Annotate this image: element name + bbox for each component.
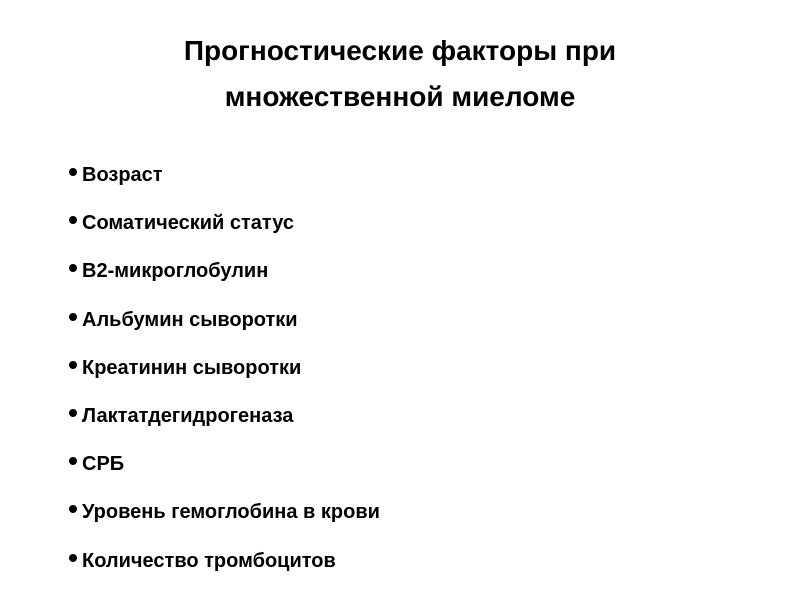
bullet-dot-icon [69, 313, 77, 321]
bullet-dot-icon [69, 554, 77, 562]
title-line-2: множественной миеломе [224, 81, 576, 112]
list-item-text: Альбумин сыворотки [82, 308, 298, 331]
slide-title [0, 28, 800, 120]
title-line-1: Прогностические факторы при [183, 35, 617, 66]
bullet-dot-icon [69, 168, 77, 176]
list-item-text: Креатинин сыворотки [82, 356, 302, 379]
bullet-dot-icon [69, 409, 77, 417]
list-item-text: Количество тромбоцитов [82, 549, 336, 572]
list-item-text: СРБ [82, 453, 125, 476]
list-item-text: Возраст [82, 164, 163, 186]
bullet-dot-icon [69, 264, 77, 272]
bullet-dot-icon [69, 505, 77, 513]
list-item-text: Соматический статус [82, 212, 294, 235]
bullet-dot-icon [69, 361, 77, 369]
bullet-dot-icon [69, 216, 77, 224]
list-item-text: Уровень гемоглобина в крови [82, 501, 380, 524]
list-item-text: В2-микроглобулин [82, 260, 269, 283]
list-item-text: Лактатдегидрогеназа [82, 404, 294, 427]
bullet-dot-icon [69, 457, 77, 465]
